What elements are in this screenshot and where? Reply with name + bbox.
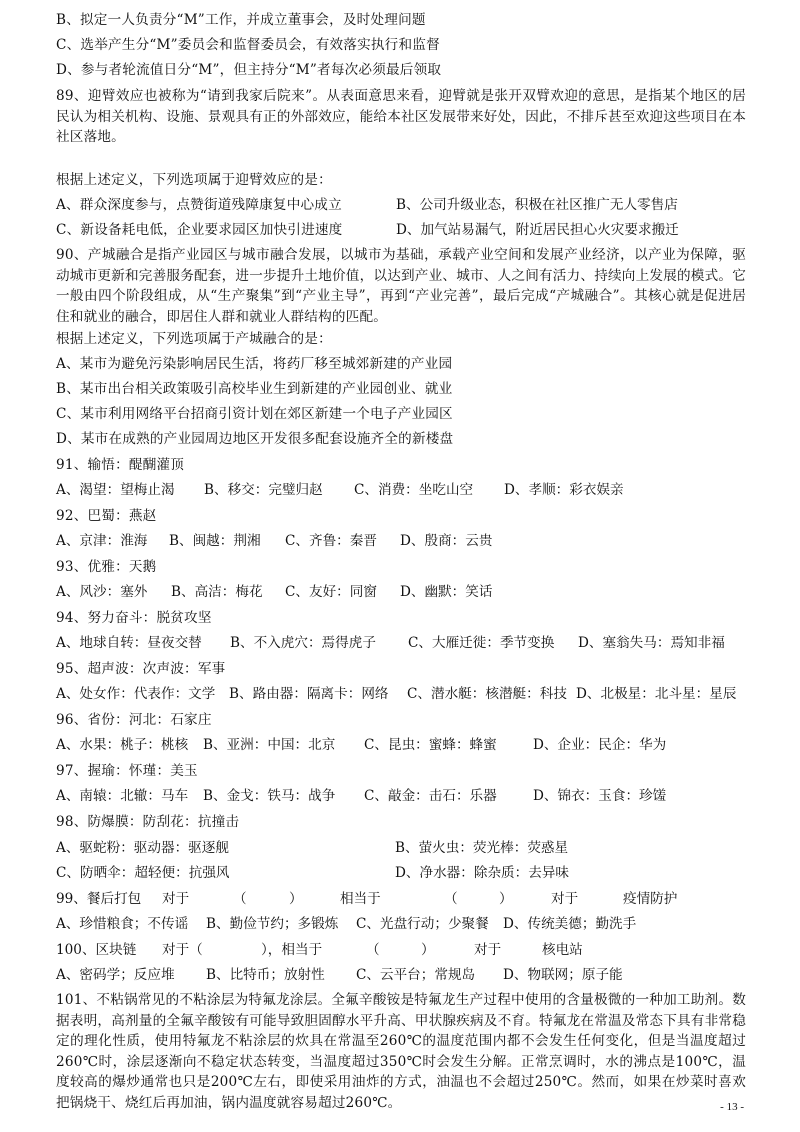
q98-option-c: C、防晒伞：超轻便：抗强风	[56, 865, 230, 881]
q96-stem: 96、省份：河北：石家庄	[56, 712, 212, 728]
q95-option-a: A、处女作：代表作：文学	[56, 686, 216, 702]
q97-option-b: B、金戈：铁马：战争	[203, 788, 336, 804]
q90-option-a: A、某市为避免污染影响居民生活，将药厂移至城郊新建的产业园	[56, 356, 453, 372]
q99-paren-open-2: （	[444, 891, 458, 907]
q90-stem: 90、产城融合是指产业园区与城市融合发展，以城市为基础，承载产业空间和发展产业经济，以产业为保障，驱动城市更新和完善服务配套，进一步提升土地价值，以达到产业、城市、人之间有活力、持续向上发展的模式。它一般由四个阶段组成，从“生产聚集”到“产业主导”，再到“产业完善”，最后完成“产城融合”。其核心就是促进居住和就业的融合，即居住人群和就业人群结构的匹配。	[56, 247, 746, 325]
q99-for-1: 对于	[162, 891, 190, 907]
q100-for-2: 对于	[474, 942, 502, 958]
q89-option-c: C、新设备耗电低，企业要求园区加快引进速度	[56, 222, 343, 238]
q100-equivalent: ），相当于	[261, 942, 323, 958]
q94-option-c: C、大雁迁徙：季节变换	[408, 635, 555, 651]
q95-option-d: D、北极星：北斗星：星辰	[576, 686, 737, 702]
page-number: - 13 -	[720, 1101, 744, 1113]
q90-ask: 根据上述定义，下列选项属于产城融合的是：	[56, 331, 332, 347]
q90-option-c: C、某市利用网络平台招商引资计划在郊区新建一个电子产业园区	[56, 406, 453, 422]
q97-stem: 97、握瑜：怀瑾：美玉	[56, 763, 198, 779]
q100-stem-end: 核电站	[542, 942, 583, 958]
q99-option-d: D、传统美德；勤洗手	[503, 916, 637, 932]
q93-option-a: A、风沙：塞外	[56, 584, 148, 600]
q92-option-c: C、齐鲁：秦晋	[285, 533, 377, 549]
q99-paren-close-2: ）	[499, 891, 513, 907]
q93-option-c: C、友好：同窗	[285, 584, 377, 600]
q92-option-b: B、闽越：荆湘	[169, 533, 261, 549]
q97-option-d: D、锦衣：玉食：珍馐	[533, 788, 667, 804]
q100-option-c: C、云平台；常规岛	[356, 967, 476, 983]
q100-option-b: B、比特币；放射性	[206, 967, 325, 983]
q90-option-b: B、某市出台相关政策吸引高校毕业生到新建的产业园创业、就业	[56, 381, 453, 397]
q96-option-c: C、昆虫：蜜蜂：蜂蜜	[364, 737, 497, 753]
q91-stem: 91、输悟：醍醐灌顶	[56, 457, 185, 473]
q92-option-a: A、京津：淮海	[56, 533, 148, 549]
q100-stem-term: 100、区块链	[56, 942, 137, 958]
q88-option-b: B、拟定一人负责分“M”工作，并成立董事会，及时处理问题	[56, 12, 426, 28]
q94-option-a: A、地球自转：昼夜交替	[56, 635, 202, 651]
q91-option-c: C、消费：坐吃山空	[354, 482, 474, 498]
q92-option-d: D、殷商：云贵	[400, 533, 493, 549]
q95-option-c: C、潜水艇：核潜艇：科技	[407, 686, 567, 702]
q89-ask: 根据上述定义，下列选项属于迎臂效应的是：	[56, 172, 332, 188]
q91-option-a: A、渴望：望梅止渴	[56, 482, 175, 498]
q95-stem: 95、超声波：次声波：军事	[56, 661, 226, 677]
q99-option-c: C、光盘行动；少聚餐	[356, 916, 489, 932]
q100-paren-open-2: （	[366, 942, 380, 958]
q100-for-1: 对于（	[162, 942, 203, 958]
q98-option-a: A、驱蛇粉：驱动器：驱逐舰	[56, 840, 229, 856]
q89-option-a: A、群众深度参与，点赞街道残障康复中心成立	[56, 197, 342, 213]
q96-option-b: B、亚洲：中国：北京	[203, 737, 336, 753]
q88-option-d: D、参与者轮流值日分“M”，但主持分“M”者每次必须最后领取	[56, 62, 442, 78]
q91-option-b: B、移交：完璧归赵	[204, 482, 323, 498]
q100-paren-close-2: ）	[421, 942, 435, 958]
q89-stem: 89、迎臂效应也被称为“请到我家后院来”。从表面意思来看，迎臂就是张开双臂欢迎的意思，是指某个地区的居民认为相关机构、设施、景观具有正的外部效应，能给本社区发展带来好处，因此，不排斥甚至欢迎这些项目在本社区落地。	[56, 88, 746, 146]
q92-stem: 92、巴蜀：燕赵	[56, 508, 157, 524]
q94-stem: 94、努力奋斗：脱贫攻坚	[56, 610, 212, 626]
q95-option-b: B、路由器：隔离卡：网络	[229, 686, 389, 702]
q94-option-b: B、不入虎穴：焉得虎子	[230, 635, 376, 651]
q89-option-d: D、加气站易漏气，附近居民担心火灾要求搬迁	[396, 222, 679, 238]
q99-stem-term: 99、餐后打包	[56, 891, 142, 907]
q100-option-a: A、密码学；反应堆	[56, 967, 175, 983]
q99-paren-open-1: （	[233, 891, 247, 907]
q93-option-b: B、高洁：梅花	[171, 584, 263, 600]
q99-stem-end: 疫情防护	[623, 891, 678, 907]
q98-option-b: B、萤火虫：荧光棒：荧惑星	[395, 840, 569, 856]
q99-for-2: 对于	[551, 891, 579, 907]
q99-paren-close-1: ）	[289, 891, 303, 907]
q89-option-b: B、公司升级业态，积极在社区推广无人零售店	[396, 197, 678, 213]
q91-option-d: D、孝顺：彩衣娱亲	[504, 482, 624, 498]
q97-option-a: A、南辕：北辙：马车	[56, 788, 189, 804]
q99-option-a: A、珍惜粮食；不传谣	[56, 916, 189, 932]
q94-option-d: D、塞翁失马：焉知非福	[578, 635, 725, 651]
q93-option-d: D、幽默：笑话	[400, 584, 493, 600]
q101-stem: 101、不粘锅常见的不粘涂层为特氟龙涂层。全氟辛酸铵是特氟龙生产过程中使用的含量极微的一种加工助剂。数据表明，高剂量的全氟辛酸铵有可能导致胆固醇水平升高、甲状腺疾病及不育。特氟龙在常温及常态下具有非常稳定的理化性质，使用特氟龙不粘涂层的炊具在常温至260℃的温度范围内都不会发生任何变化，但是当温度超过260℃时，涂层逐渐向不稳定状态转变，当温度超过350℃时会发生分解。正常烹调时，水的沸点是100℃，温度较高的爆炒通常也只是200℃左右，即使采用油炸的方式，油温也不会超过250℃。然而，如果在炒菜时喜欢把锅烧干、烧红后再加油，锅内温度就容易超过260℃。	[56, 992, 746, 1111]
q98-option-d: D、净水器：除杂质：去异味	[395, 865, 570, 881]
q100-option-d: D、物联网；原子能	[503, 967, 623, 983]
q97-option-c: C、敲金：击石：乐器	[364, 788, 497, 804]
q93-stem: 93、优雅：天鹅	[56, 559, 157, 575]
q99-equivalent: 相当于	[340, 891, 381, 907]
q96-option-a: A、水果：桃子：桃核	[56, 737, 189, 753]
q90-option-d: D、某市在成熟的产业园周边地区开发很多配套设施齐全的新楼盘	[56, 431, 454, 447]
q88-option-c: C、选举产生分“M”委员会和监督委员会，有效落实执行和监督	[56, 37, 440, 53]
q98-stem: 98、防爆膜：防刮花：抗撞击	[56, 814, 240, 830]
q99-option-b: B、勤俭节约；多锻炼	[206, 916, 339, 932]
q96-option-d: D、企业：民企：华为	[533, 737, 667, 753]
